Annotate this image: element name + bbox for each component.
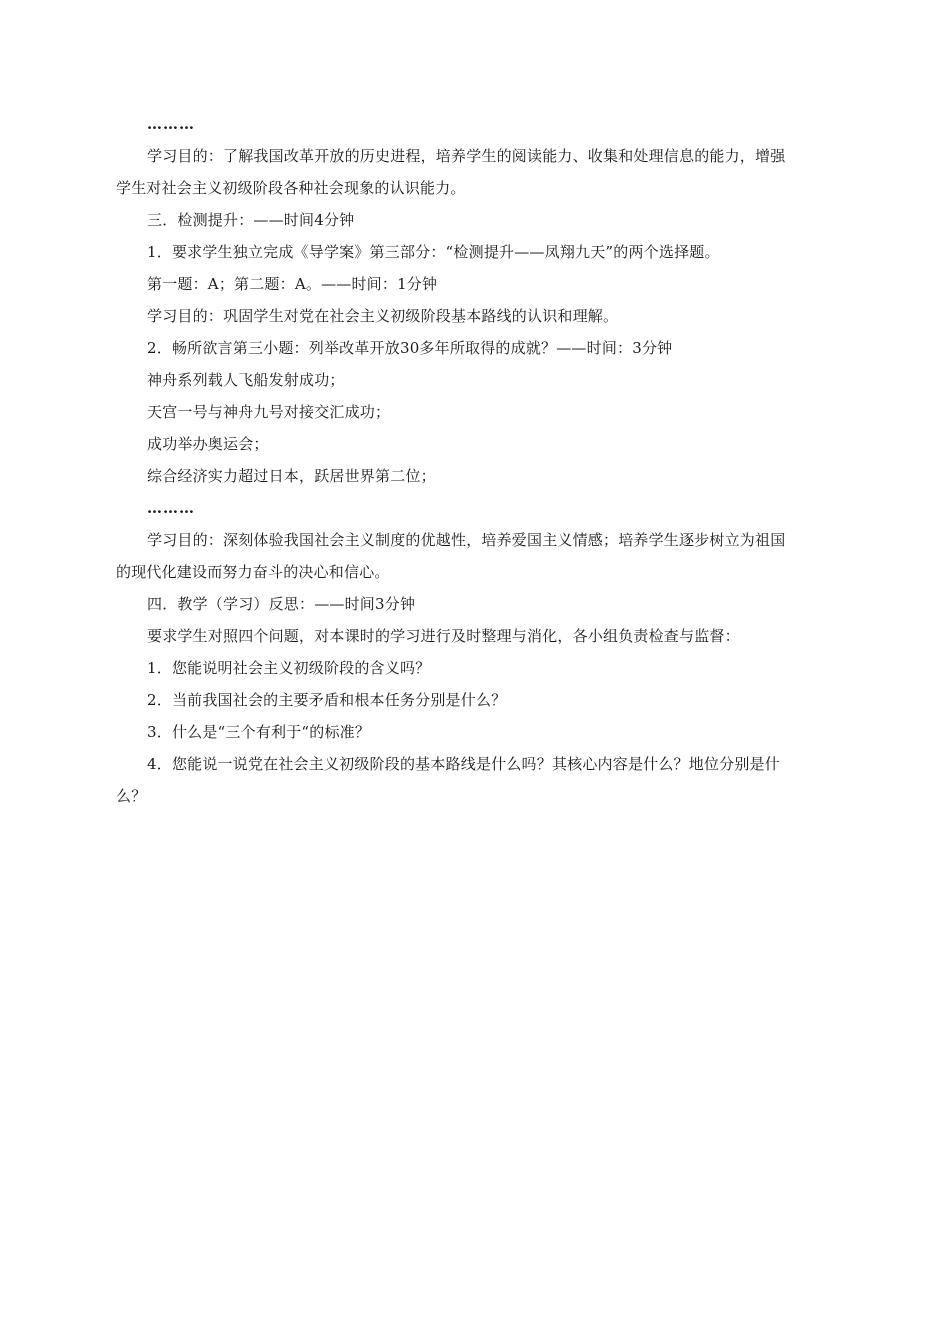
- list-item: 天宫一号与神舟九号对接交汇成功；: [147, 403, 391, 421]
- question-item: 3．什么是“三个有利于“的标准？: [147, 723, 371, 741]
- list-item: 神舟系列载人飞船发射成功；: [147, 371, 345, 389]
- ellipsis-line: ………: [147, 499, 195, 517]
- section-heading: 三．检测提升：——时间4分钟: [147, 211, 355, 229]
- paragraph-line: 的现代化建设而努力奋斗的决心和信心。: [116, 563, 390, 581]
- paragraph-line: 2．畅所欲言第三小题：列举改革开放30多年所取得的成就？——时间：3分钟: [147, 339, 673, 357]
- paragraph-line: 学习目的：巩固学生对党在社会主义初级阶段基本路线的认识和理解。: [147, 307, 619, 325]
- question-item-continuation: 么？: [116, 787, 147, 805]
- section-heading: 四．教学（学习）反思：——时间3分钟: [147, 595, 416, 613]
- list-item: 综合经济实力超过日本，跃居世界第二位；: [147, 467, 436, 485]
- paragraph-line: 1．要求学生独立完成《导学案》第三部分：“检测提升——凤翔九天”的两个选择题。: [147, 243, 720, 261]
- question-item: 2．当前我国社会的主要矛盾和根本任务分别是什么？: [147, 691, 507, 709]
- paragraph-line: 学生对社会主义初级阶段各种社会现象的认识能力。: [116, 179, 466, 197]
- paragraph-line: 学习目的：深刻体验我国社会主义制度的优越性，培养爱国主义情感；培养学生逐步树立为祖国: [147, 531, 786, 549]
- paragraph-line: 第一题：A；第二题：A。——时间：1分钟: [147, 275, 438, 293]
- question-item: 4．您能说一说党在社会主义初级阶段的基本路线是什么吗？其核心内容是什么？地位分别是什: [147, 755, 780, 773]
- question-item: 1．您能说明社会主义初级阶段的含义吗？: [147, 659, 431, 677]
- paragraph-line: 学习目的：了解我国改革开放的历史进程，培养学生的阅读能力、收集和处理信息的能力，增强: [147, 147, 786, 165]
- paragraph-line: 要求学生对照四个问题，对本课时的学习进行及时整理与消化，各小组负责检查与监督：: [147, 627, 740, 645]
- document-page: [116, 108, 856, 812]
- list-item: 成功举办奥运会；: [147, 435, 269, 453]
- ellipsis-line: ………: [147, 115, 195, 133]
